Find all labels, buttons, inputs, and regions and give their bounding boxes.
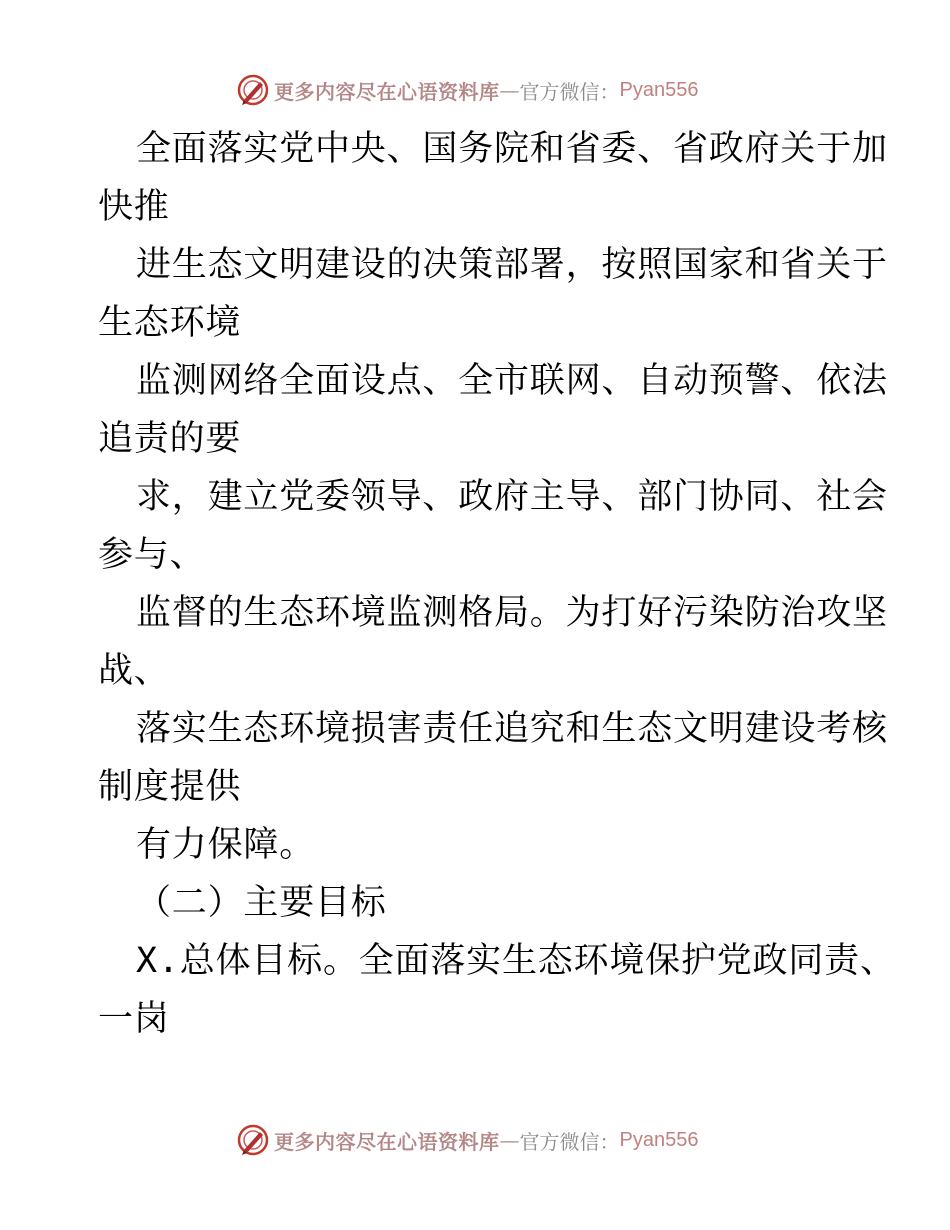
text-line: 制度提供: [98, 767, 242, 807]
text-line: 监督的生态环境监测格局。为打好污染防治攻坚: [136, 593, 888, 633]
watermark-site-text: 更多内容尽在心语资料库: [274, 1129, 500, 1154]
text-line: 快推: [98, 187, 170, 227]
text-line: 监测网络全面设点、全市联网、自动预警、依法: [136, 361, 888, 401]
watermark-wechat-label: 官方微信：: [519, 79, 620, 104]
watermark-dash: —: [499, 1128, 520, 1152]
footer-watermark: [236, 1122, 698, 1158]
watermark-dash: —: [499, 78, 520, 102]
header-watermark: [236, 72, 698, 108]
text-line: 战、: [98, 651, 170, 691]
text-line: X.总体目标。全面落实生态环境保护党政同责、: [136, 941, 896, 981]
watermark-wechat-id: Pyan556: [619, 78, 699, 101]
text-line: 生态环境: [98, 303, 242, 343]
text-line: 参与、: [98, 535, 206, 575]
text-line: 进生态文明建设的决策部署，按照国家和省关于: [136, 245, 888, 285]
document-body: [98, 120, 896, 1048]
text-line: 求，建立党委领导、政府主导、部门协同、社会: [136, 477, 888, 517]
text-line: 一岗: [98, 999, 170, 1039]
text-line: 全面落实党中央、国务院和省委、省政府关于加: [136, 129, 888, 169]
watermark-site-text: 更多内容尽在心语资料库: [274, 79, 500, 104]
pen-logo-icon: [236, 1123, 270, 1157]
section-heading: （二）主要目标: [136, 883, 387, 923]
watermark-wechat-id: Pyan556: [619, 1128, 699, 1151]
watermark-wechat-label: 官方微信：: [519, 1129, 620, 1154]
pen-logo-icon: [236, 73, 270, 107]
text-line: 有力保障。: [136, 825, 316, 865]
text-line: 追责的要: [98, 419, 242, 459]
text-line: 落实生态环境损害责任追究和生态文明建设考核: [136, 709, 888, 749]
